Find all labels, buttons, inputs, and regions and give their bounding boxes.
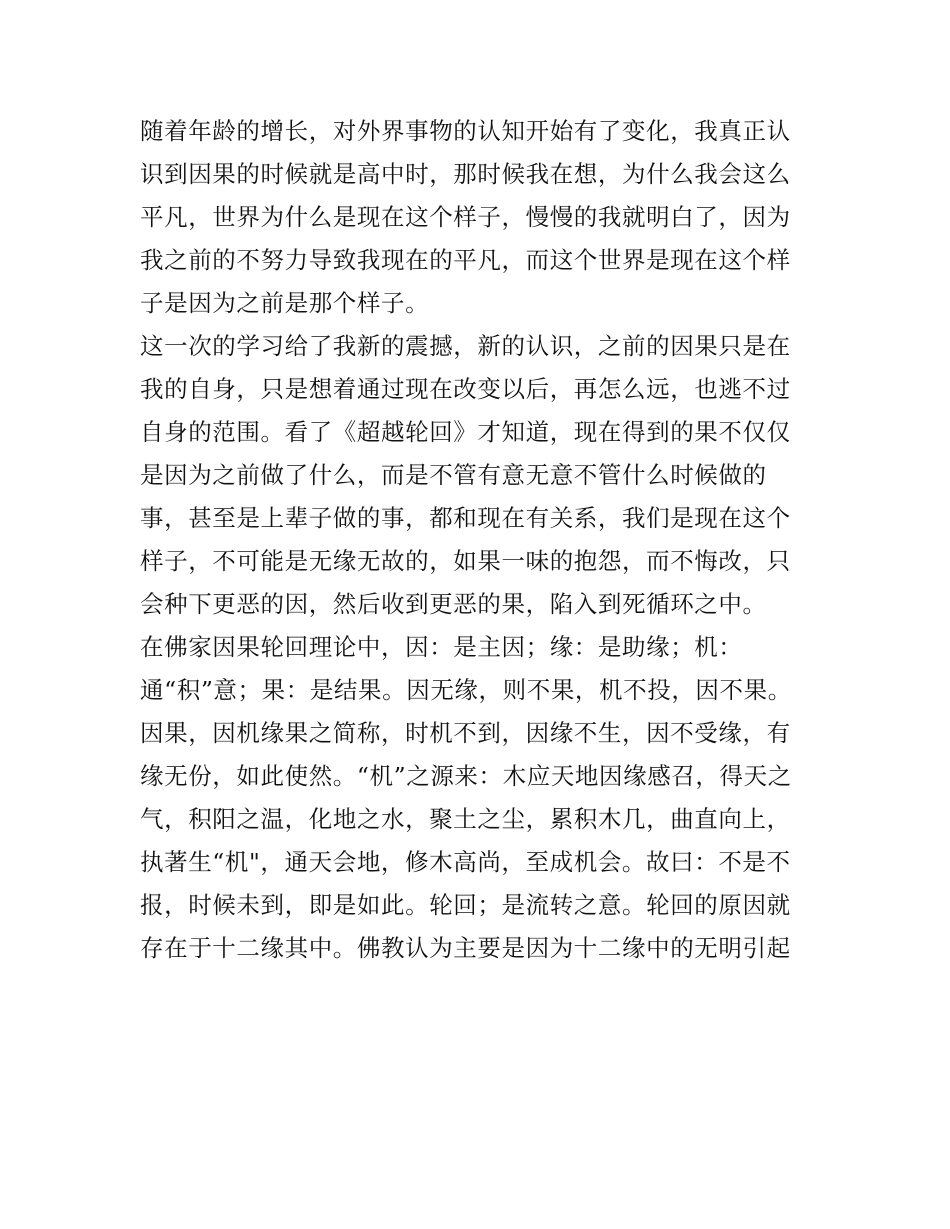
- text-line: 自身的范围。看了《超越轮回》才知道，现在得到的果不仅仅: [140, 418, 791, 446]
- document-body: [140, 110, 816, 970]
- text-line: 缘无份，如此使然。“机”之源来：木应天地因缘感召，得天之: [140, 762, 792, 790]
- text-line: 通“积”意；果：是结果。因无缘，则不果，机不投，因不果。: [140, 676, 792, 704]
- text-line: 这一次的学习给了我新的震撼，新的认识，之前的因果只是在: [140, 332, 791, 360]
- text-line: 气，积阳之温，化地之水，聚土之尘，累积木几，曲直向上，: [140, 805, 791, 833]
- text-line: 事，甚至是上辈子做的事，都和现在有关系，我们是现在这个: [140, 504, 791, 532]
- text-line: 存在于十二缘其中。佛教认为主要是因为十二缘中的无明引起: [140, 934, 791, 962]
- text-line: 平凡，世界为什么是现在这个样子，慢慢的我就明白了，因为: [140, 203, 791, 231]
- text-line: 我的自身，只是想着通过现在改变以后，再怎么远，也逃不过: [140, 375, 791, 403]
- text-line: 随着年龄的增长，对外界事物的认知开始有了变化，我真正认: [140, 117, 791, 145]
- text-line: 识到因果的时候就是高中时，那时候我在想，为什么我会这么: [140, 160, 791, 188]
- text-line: 执著生“机"，通天会地，修木高尚，至成机会。故曰：不是不: [140, 848, 791, 876]
- text-line: 我之前的不努力导致我现在的平凡，而这个世界是现在这个样: [140, 246, 791, 274]
- text-line: 因果，因机缘果之简称，时机不到，因缘不生，因不受缘，有: [140, 719, 791, 747]
- text-line: 是因为之前做了什么，而是不管有意无意不管什么时候做的: [140, 461, 767, 489]
- text-line: 在佛家因果轮回理论中，因：是主因；缘：是助缘；机：: [140, 633, 743, 661]
- text-line: 样子，不可能是无缘无故的，如果一味的抱怨，而不悔改，只: [140, 547, 791, 575]
- text-line: 报，时候未到，即是如此。轮回；是流转之意。轮回的原因就: [140, 891, 791, 919]
- text-line: 会种下更恶的因，然后收到更恶的果，陷入到死循环之中。: [140, 590, 767, 618]
- text-line: 子是因为之前是那个样子。: [140, 289, 430, 317]
